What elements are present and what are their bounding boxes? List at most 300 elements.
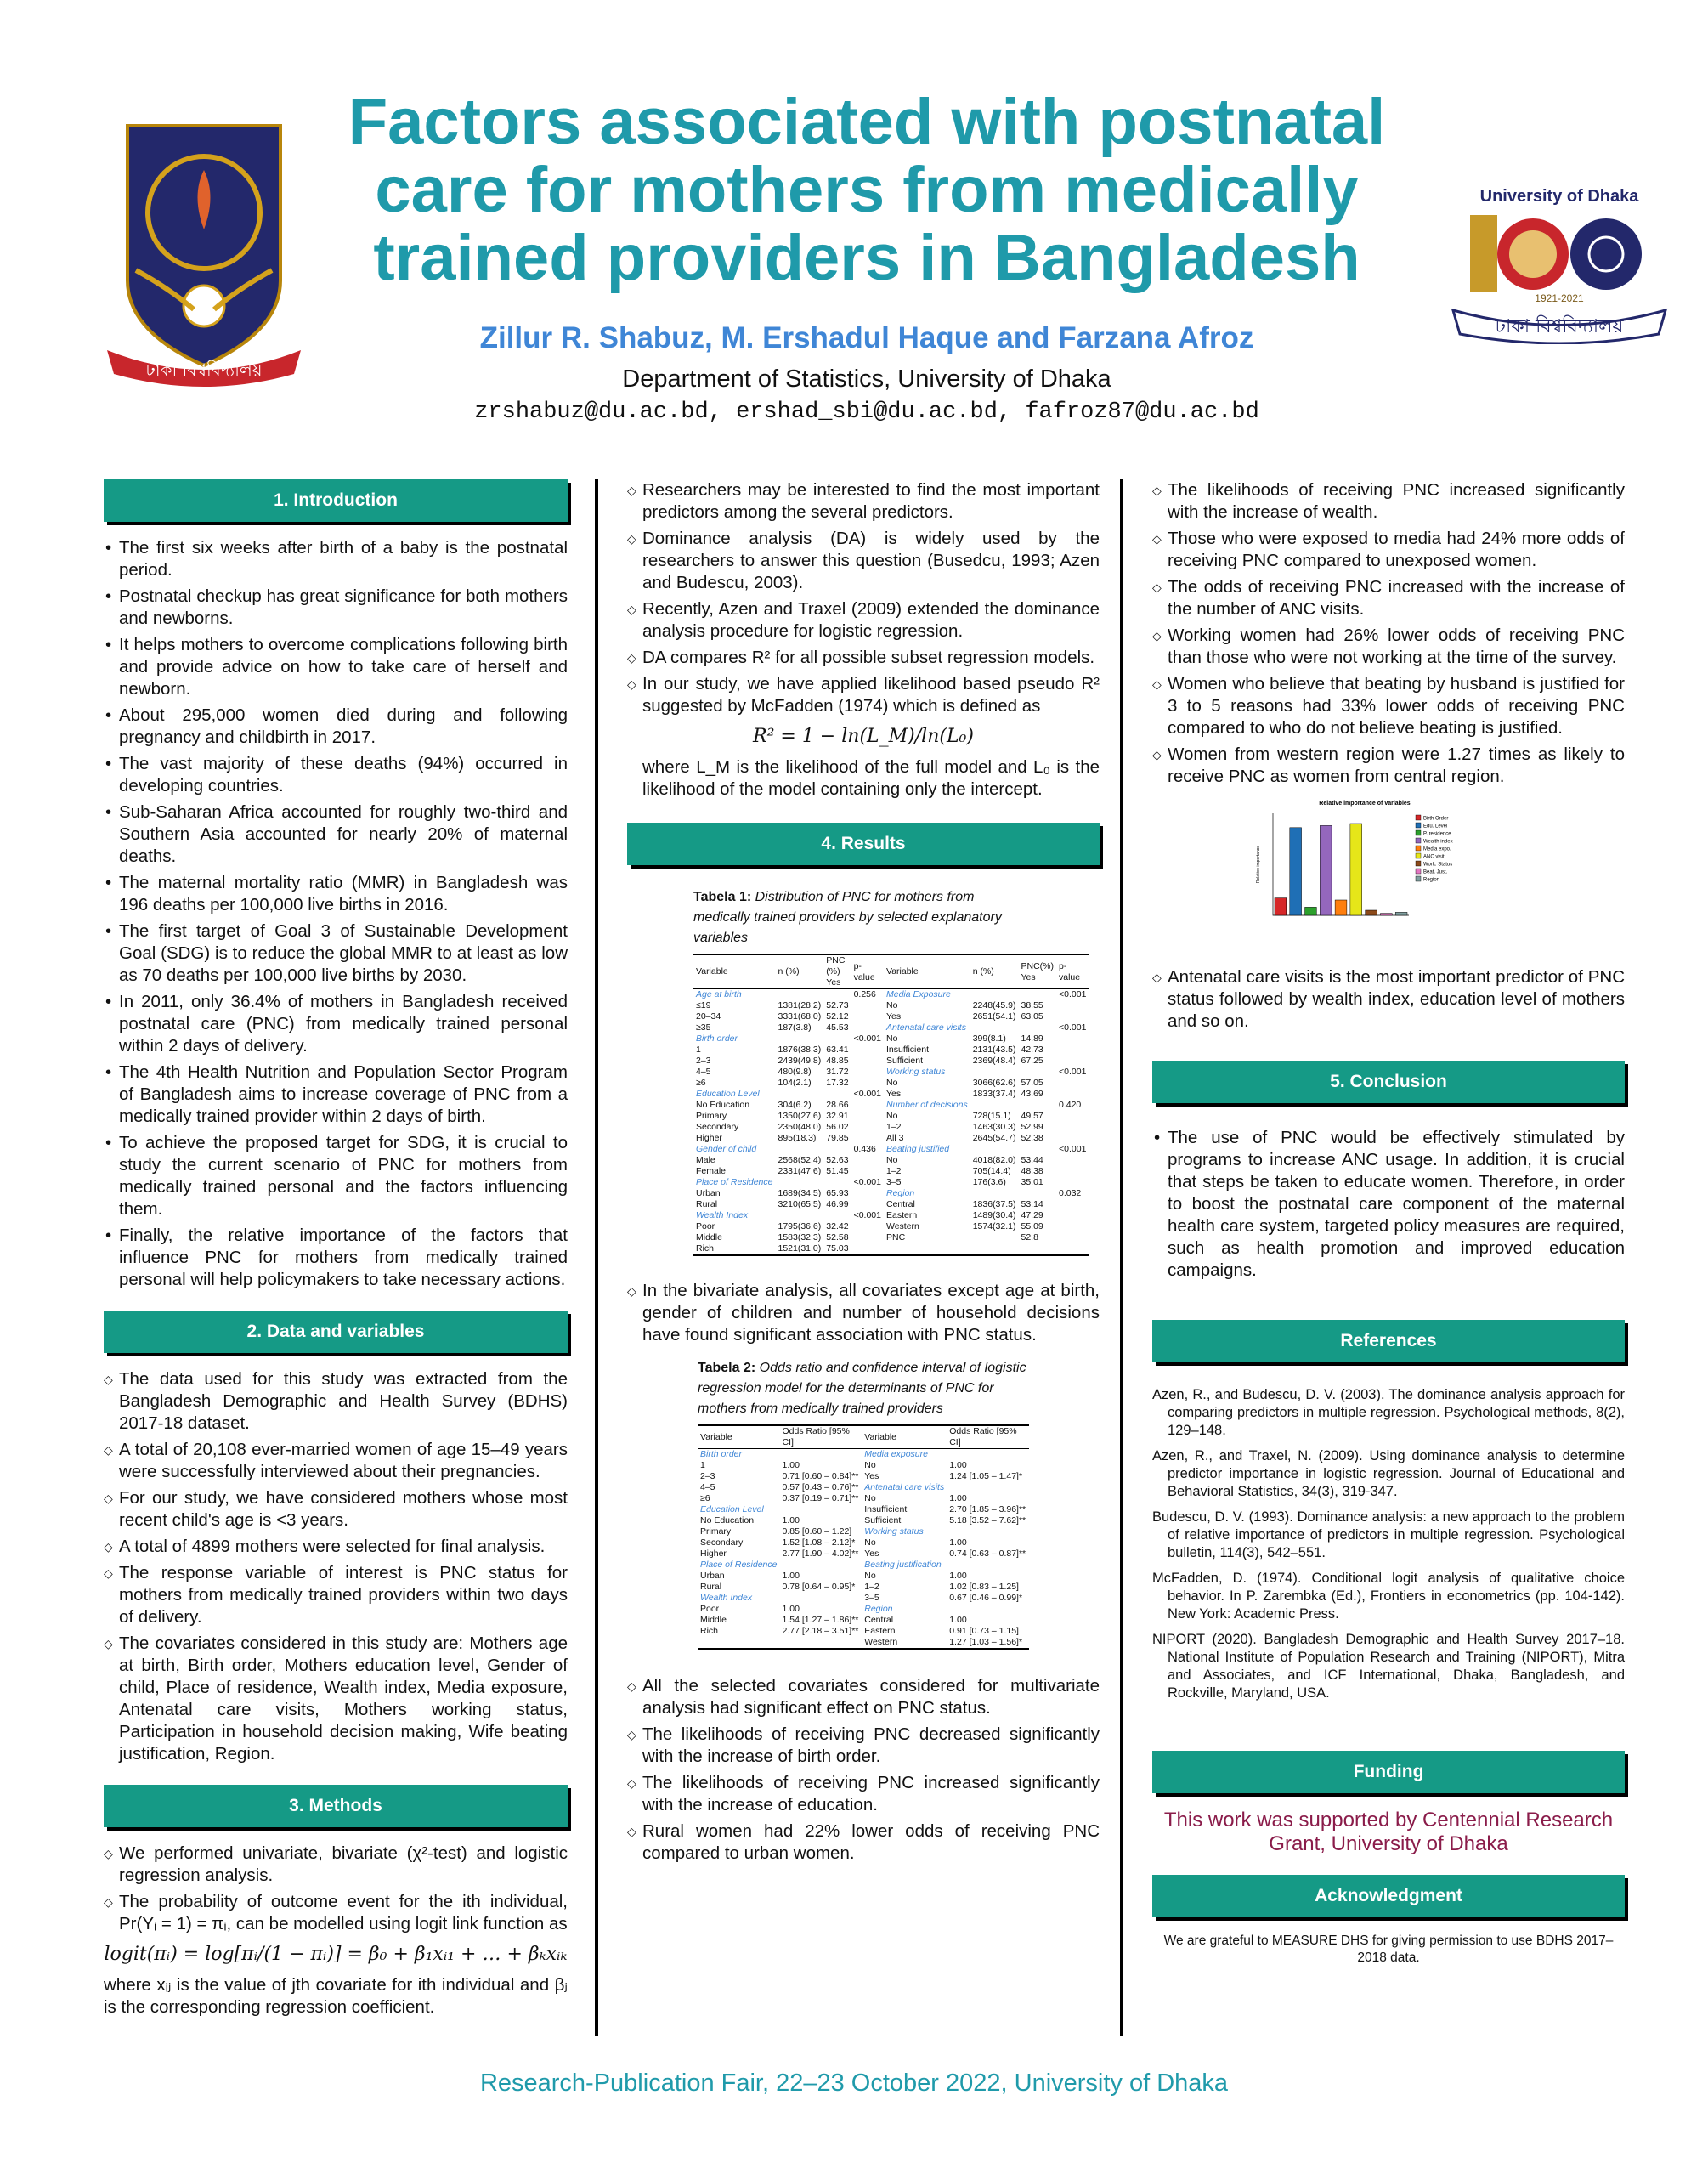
table-cell: Yes bbox=[885, 1011, 902, 1022]
table-cell bbox=[823, 1144, 851, 1155]
table-cell: Sufficient bbox=[885, 1056, 923, 1066]
legend-swatch-0 bbox=[1416, 815, 1421, 820]
table-cell bbox=[1056, 1232, 1089, 1243]
table-cell: 2369(48.4) bbox=[972, 1056, 1016, 1066]
table-cell: 0.256 bbox=[853, 989, 876, 999]
table-row bbox=[698, 1471, 1029, 1482]
table-header-cell: Odds Ratio [95% CI] bbox=[779, 1425, 862, 1449]
table-cell: 1–2 bbox=[885, 1122, 902, 1132]
table-header-cell: p-value bbox=[851, 954, 884, 989]
table-cell: 31.72 bbox=[826, 1067, 849, 1077]
table-cell: 53.14 bbox=[1021, 1199, 1043, 1209]
table-cell bbox=[851, 1133, 884, 1144]
svg-text:University of Dhaka: University of Dhaka bbox=[1479, 187, 1639, 206]
table-cell: 2439(49.8) bbox=[778, 1056, 822, 1066]
table-cell: 52.73 bbox=[826, 1000, 849, 1011]
table-cell: 2645(54.7) bbox=[972, 1133, 1016, 1143]
table-cell: 1463(30.3) bbox=[972, 1122, 1016, 1132]
table-row bbox=[693, 1000, 1089, 1011]
list-item: ◇ For our study, we have considered mothers whose most recent child's age is <3 years. bbox=[104, 1487, 568, 1531]
table-header-cell: PNC (%) Yes bbox=[823, 954, 851, 989]
table-cell bbox=[851, 1045, 884, 1056]
table-cell: Beating justification bbox=[864, 1560, 942, 1570]
table-cell: Higher bbox=[700, 1548, 727, 1559]
table-cell bbox=[851, 1122, 884, 1133]
table-cell bbox=[1019, 1243, 1057, 1255]
chart-bar-2 bbox=[1305, 907, 1317, 915]
table-row bbox=[693, 1221, 1089, 1232]
introduction-list bbox=[104, 537, 568, 1291]
department: Department of Statistics, University of Dhaka bbox=[622, 365, 1111, 393]
table-row bbox=[693, 989, 1089, 1001]
list-item: • It helps mothers to overcome complications following birth and provide advice on how to take care of herself and newborn. bbox=[104, 634, 568, 700]
table-cell bbox=[947, 1449, 1029, 1461]
table-row bbox=[698, 1560, 1029, 1571]
table-cell: 17.32 bbox=[826, 1078, 849, 1088]
legend-swatch-8 bbox=[1416, 876, 1421, 881]
chart-ylabel: Relative importance bbox=[1256, 845, 1261, 884]
chart-bar-6 bbox=[1366, 910, 1377, 915]
table-cell: 75.03 bbox=[826, 1243, 849, 1254]
table-cell bbox=[851, 1056, 884, 1067]
table-cell: 79.85 bbox=[826, 1133, 849, 1143]
table-cell: 4–5 bbox=[700, 1482, 715, 1492]
table-row bbox=[693, 1111, 1089, 1122]
table-row bbox=[698, 1582, 1029, 1593]
reference-item: Azen, R., and Traxel, N. (2009). Using dominance analysis to determine predictor importance in logistic regression. Journal of Educational and Behavioral Statistics, 34(3), 319-347. bbox=[1152, 1448, 1625, 1499]
table-cell: Place of Residence bbox=[700, 1560, 778, 1570]
table-cell: 35.01 bbox=[1021, 1177, 1043, 1187]
table-cell: ≥35 bbox=[696, 1022, 711, 1033]
table-cell bbox=[851, 1078, 884, 1089]
table-row bbox=[693, 1243, 1089, 1255]
reference-item: NIPORT (2020). Bangladesh Demographic and Health Survey 2017–18. National Institute of Population Research and Training (NIPORT), Mitra and Associates, and ICF International, Dhaka, Bangladesh, and Rockville, Maryland, USA. bbox=[1152, 1632, 1625, 1701]
table-cell bbox=[1019, 1188, 1057, 1199]
table-cell: Central bbox=[885, 1199, 915, 1209]
table-cell: ≥6 bbox=[696, 1078, 706, 1088]
table-cell: Western bbox=[864, 1637, 898, 1647]
table-cell: ≥6 bbox=[700, 1493, 710, 1503]
table-cell: Antenatal care visits bbox=[864, 1482, 945, 1492]
table-cell: 28.66 bbox=[826, 1100, 849, 1110]
table-cell bbox=[947, 1604, 1029, 1615]
centenary-logo bbox=[1445, 183, 1674, 344]
table-cell: 705(14.4) bbox=[972, 1166, 1011, 1176]
list-item: ◇ Recently, Azen and Traxel (2009) extended the dominance analysis procedure for logistic regression. bbox=[627, 598, 1100, 643]
table-cell: 1.24 [1.05 – 1.47]* bbox=[949, 1471, 1023, 1481]
table-cell: Urban bbox=[700, 1571, 725, 1581]
table-cell: 3–5 bbox=[885, 1177, 902, 1187]
table-cell: 3066(62.6) bbox=[972, 1078, 1016, 1088]
table-cell: Education Level bbox=[696, 1089, 760, 1099]
table-cell: Rural bbox=[700, 1582, 722, 1592]
table-cell: 1.00 bbox=[949, 1615, 967, 1625]
table-cell: <0.001 bbox=[853, 1177, 881, 1187]
table-cell: 0.032 bbox=[1059, 1188, 1082, 1198]
table-cell: All 3 bbox=[885, 1133, 904, 1143]
table-cell: Central bbox=[864, 1615, 894, 1625]
table-row bbox=[693, 1078, 1089, 1089]
table-cell bbox=[851, 1243, 884, 1255]
column-1 bbox=[104, 479, 568, 2018]
legend-label-0: Birth Order bbox=[1423, 816, 1449, 822]
table-cell: 20–34 bbox=[696, 1011, 721, 1022]
table-cell: Secondary bbox=[696, 1122, 739, 1132]
poster-title bbox=[272, 88, 1462, 292]
table-cell: 63.41 bbox=[826, 1045, 849, 1055]
table-cell bbox=[970, 1232, 1019, 1243]
section-header-funding: Funding bbox=[1152, 1751, 1625, 1793]
table-cell: 52.8 bbox=[1021, 1232, 1038, 1243]
table-cell: 57.05 bbox=[1021, 1078, 1043, 1088]
section-header-acknowledgment: Acknowledgment bbox=[1152, 1875, 1625, 1917]
table-cell: 1.00 bbox=[782, 1571, 800, 1581]
list-item: ◇ Rural women had 22% lower odds of receiving PNC compared to urban women. bbox=[627, 1820, 1100, 1865]
results-list bbox=[627, 1675, 1100, 1865]
table-cell: 65.93 bbox=[826, 1188, 849, 1198]
list-item: • About 295,000 women died during and following pregnancy and childbirth in 2017. bbox=[104, 705, 568, 749]
list-item: ◇ A total of 20,108 ever-married women of age 15–49 years were successfully interviewed about their pregnancies. bbox=[104, 1439, 568, 1483]
table-cell: Primary bbox=[696, 1111, 727, 1121]
table-cell bbox=[851, 1100, 884, 1111]
table-cell: No bbox=[864, 1493, 876, 1503]
table-cell: 1521(31.0) bbox=[778, 1243, 822, 1254]
table-cell bbox=[884, 1243, 970, 1255]
list-item: ◇ Women from western region were 1.27 times as likely to receive PNC as women from central region. bbox=[1152, 744, 1625, 788]
table-cell: Media Exposure bbox=[885, 989, 951, 999]
list-item: ◇ DA compares R² for all possible subset regression models. bbox=[627, 647, 1100, 669]
table-header-cell: Variable bbox=[862, 1425, 947, 1449]
legend-swatch-3 bbox=[1416, 838, 1421, 843]
table-header-cell: n (%) bbox=[970, 954, 1019, 989]
table-cell: 1.00 bbox=[949, 1493, 967, 1503]
list-item: ◇ Women who believe that beating by husband is justified for 3 to 5 reasons had 33% lower odds of receiving PNC compared to who do not believe beating is justified. bbox=[1152, 673, 1625, 739]
table-cell bbox=[1056, 1045, 1089, 1056]
table-cell: 1350(27.6) bbox=[778, 1111, 822, 1121]
table-cell: Media exposure bbox=[864, 1449, 928, 1459]
table-cell bbox=[851, 1111, 884, 1122]
list-item: ◇ Those who were exposed to media had 24% more odds of receiving PNC compared to unexposed women. bbox=[1152, 528, 1625, 572]
list-item: ◇ The likelihoods of receiving PNC increased significantly with the increase of wealth. bbox=[1152, 479, 1625, 524]
table-cell: 1–2 bbox=[864, 1582, 879, 1592]
chart-bar-5 bbox=[1350, 824, 1362, 915]
svg-text:1921-2021: 1921-2021 bbox=[1535, 292, 1584, 304]
table-row bbox=[698, 1460, 1029, 1471]
table-cell: 0.74 [0.63 – 0.87]** bbox=[949, 1548, 1026, 1559]
table-cell bbox=[970, 989, 1019, 1001]
table-cell bbox=[779, 1504, 862, 1515]
table-cell: 43.69 bbox=[1021, 1089, 1043, 1099]
table-cell: Sufficient bbox=[864, 1515, 902, 1526]
table-cell bbox=[970, 1188, 1019, 1199]
table-cell bbox=[823, 1089, 851, 1100]
table-cell: ≤19 bbox=[696, 1000, 711, 1011]
table-cell: 2131(43.5) bbox=[972, 1045, 1016, 1055]
list-item: ◇ The likelihoods of receiving PNC increased significantly with the increase of education. bbox=[627, 1772, 1100, 1816]
list-item: ◇ The covariates considered in this study are: Mothers age at birth, Birth order, Mothers education level, Gender of child, Place of residence, Wealth index, Media exposure, Antenatal care visits, Mothers working status, Participation in household decision making, Wife beating justification, Region. bbox=[104, 1633, 568, 1765]
table-cell: Insufficient bbox=[885, 1045, 929, 1055]
table-cell: 1.00 bbox=[949, 1571, 967, 1581]
table-cell: 1381(28.2) bbox=[778, 1000, 822, 1011]
table-cell: <0.001 bbox=[853, 1033, 881, 1044]
table-cell: Place of Residence bbox=[696, 1177, 773, 1187]
table-cell: 0.37 [0.19 – 0.71]** bbox=[782, 1493, 859, 1503]
table-cell bbox=[775, 1089, 823, 1100]
column-divider-1 bbox=[595, 479, 598, 2036]
table-cell bbox=[1056, 1166, 1089, 1177]
table-row bbox=[698, 1637, 1029, 1649]
table-cell: 48.38 bbox=[1021, 1166, 1043, 1176]
legend-swatch-6 bbox=[1416, 861, 1421, 866]
list-item: ◇ The response variable of interest is PNC status for mothers from medically trained providers within two days of delivery. bbox=[104, 1562, 568, 1628]
table-cell: No bbox=[885, 1155, 898, 1165]
table-cell: Middle bbox=[696, 1232, 722, 1243]
chart-bar-7 bbox=[1380, 914, 1392, 915]
table-cell bbox=[1019, 1100, 1057, 1111]
table-cell: No bbox=[885, 1033, 898, 1044]
table-cell: 49.57 bbox=[1021, 1111, 1043, 1121]
table-cell: 52.58 bbox=[826, 1232, 849, 1243]
table-row bbox=[693, 1144, 1089, 1155]
table-row bbox=[693, 1210, 1089, 1221]
table-cell: 48.85 bbox=[826, 1056, 849, 1066]
reference-item: Budescu, D. V. (1993). Dominance analysis: a new approach to the problem of relative importance of predictors in multiple regression. Psychological bulletin, 114(3), 542–551. bbox=[1152, 1509, 1625, 1560]
table-cell: Region bbox=[864, 1604, 893, 1614]
table-cell: 1 bbox=[700, 1460, 705, 1470]
table-cell bbox=[775, 1144, 823, 1155]
table-row bbox=[698, 1604, 1029, 1615]
methods-list bbox=[104, 1843, 568, 1935]
table-cell: 14.89 bbox=[1021, 1033, 1043, 1044]
emails: zrshabuz@du.ac.bd, ershad_sbi@du.ac.bd, fafroz87@du.ac.bd bbox=[474, 399, 1259, 425]
table-row bbox=[693, 1177, 1089, 1188]
legend-swatch-5 bbox=[1416, 853, 1421, 858]
table-row bbox=[693, 1067, 1089, 1078]
table-cell bbox=[779, 1560, 862, 1571]
table-cell: Rural bbox=[696, 1199, 718, 1209]
table-row bbox=[693, 1122, 1089, 1133]
table-cell: 3–5 bbox=[864, 1593, 879, 1603]
table-cell: <0.001 bbox=[1059, 1022, 1087, 1033]
table-cell: Age at birth bbox=[696, 989, 742, 999]
table-row bbox=[693, 1089, 1089, 1100]
list-item: • The 4th Health Nutrition and Population Sector Program of Bangladesh aims to increase coverage of PNC from a medically trained provider within 2 days of birth. bbox=[104, 1062, 568, 1128]
legend-label-2: P. residence bbox=[1423, 831, 1451, 837]
table-cell bbox=[970, 1067, 1019, 1078]
chart-bar-8 bbox=[1395, 912, 1407, 915]
table-cell: 0.436 bbox=[853, 1144, 876, 1154]
table-cell: 46.99 bbox=[826, 1199, 849, 1209]
list-item: • The maternal mortality ratio (MMR) in Bangladesh was 196 deaths per 100,000 live births in 2016. bbox=[104, 872, 568, 916]
table-cell: Working status bbox=[885, 1067, 946, 1077]
list-item: ◇ We performed univariate, bivariate (χ²-test) and logistic regression analysis. bbox=[104, 1843, 568, 1887]
table-cell bbox=[1056, 1033, 1089, 1045]
table-row bbox=[693, 1033, 1089, 1045]
table-cell: 176(3.6) bbox=[972, 1177, 1006, 1187]
table-cell bbox=[851, 1022, 884, 1033]
table-cell bbox=[1056, 1122, 1089, 1133]
table-cell: Education Level bbox=[700, 1504, 764, 1514]
table-cell: No bbox=[864, 1460, 876, 1470]
table-cell: 2–3 bbox=[700, 1471, 715, 1481]
table-cell bbox=[947, 1560, 1029, 1571]
table-cell: No bbox=[885, 1000, 898, 1011]
list-item: ◇ In the bivariate analysis, all covariates except age at birth, gender of children and number of household decisions have found significant association with PNC status. bbox=[627, 1280, 1100, 1346]
table-cell: <0.001 bbox=[853, 1089, 881, 1099]
methods-explanation: where xᵢⱼ is the value of jth covariate for ith individual and βⱼ is the corresponding regression coefficient. bbox=[104, 1975, 568, 2017]
table-header-cell: n (%) bbox=[775, 954, 823, 989]
table-cell bbox=[1019, 1067, 1057, 1078]
table-cell: 1836(37.5) bbox=[972, 1199, 1016, 1209]
table-cell: Rich bbox=[696, 1243, 715, 1254]
references-list bbox=[1152, 1386, 1625, 1702]
table-cell bbox=[1056, 1243, 1089, 1255]
table-row bbox=[698, 1548, 1029, 1560]
table-cell: 52.99 bbox=[1021, 1122, 1043, 1132]
table-cell bbox=[1056, 1111, 1089, 1122]
column-divider-2 bbox=[1120, 479, 1123, 2036]
table-cell: 895(18.3) bbox=[778, 1133, 817, 1143]
table-cell: 1574(32.1) bbox=[972, 1221, 1016, 1231]
table-cell: 52.12 bbox=[826, 1011, 849, 1022]
table-cell: Yes bbox=[864, 1471, 879, 1481]
table-cell: No Education bbox=[700, 1515, 755, 1526]
table-cell: 1.00 bbox=[949, 1460, 967, 1470]
list-item: • The first target of Goal 3 of Sustainable Development Goal (SDG) is to reduce the global MMR to at least as low as 70 deaths per 100,000 live births by 2030. bbox=[104, 920, 568, 987]
table-cell: 1489(30.4) bbox=[972, 1210, 1016, 1220]
table-row bbox=[693, 1166, 1089, 1177]
table-cell bbox=[1056, 1221, 1089, 1232]
table-cell: 0.78 [0.64 – 0.95]* bbox=[782, 1582, 856, 1592]
list-item: ◇ The probability of outcome event for the ith individual, Pr(Yᵢ = 1) = πᵢ, can be modelled using logit link function as bbox=[104, 1891, 568, 1935]
table-cell: 63.05 bbox=[1021, 1011, 1043, 1022]
list-item: • Postnatal checkup has great significance for both mothers and newborns. bbox=[104, 586, 568, 630]
table-cell bbox=[1056, 1056, 1089, 1067]
table-cell: Primary bbox=[700, 1526, 732, 1537]
table-cell: 399(8.1) bbox=[972, 1033, 1006, 1044]
table-cell: Western bbox=[885, 1221, 919, 1231]
table-row bbox=[693, 1199, 1089, 1210]
list-item: • Sub-Saharan Africa accounted for roughly two-third and Southern Asia accounted for nearly 20% of maternal deaths. bbox=[104, 801, 568, 868]
table-cell: Wealth Index bbox=[700, 1593, 753, 1603]
table-cell: Insufficient bbox=[864, 1504, 908, 1514]
table-cell: 2–3 bbox=[696, 1056, 711, 1066]
reference-item: McFadden, D. (1974). Conditional logit analysis of qualitative choice behavior. In P. Zarembka (Ed.), Frontiers in econometrics (pp. 104-142). New York: Academic Press. bbox=[1152, 1571, 1625, 1622]
table-cell: Female bbox=[696, 1166, 727, 1176]
table-cell bbox=[1056, 1133, 1089, 1144]
table-row bbox=[693, 1022, 1089, 1033]
column-3 bbox=[1152, 479, 1625, 1967]
list-item: • The first six weeks after birth of a baby is the postnatal period. bbox=[104, 537, 568, 581]
pseudo-r2-explanation: where L_M is the likelihood of the full model and L₀ is the likelihood of the model containing only the intercept. bbox=[642, 757, 1100, 799]
section-header-methods: 3. Methods bbox=[104, 1785, 568, 1827]
table-cell: 1.52 [1.08 – 2.12]* bbox=[782, 1537, 856, 1548]
table-1 bbox=[693, 887, 1087, 1256]
table-cell bbox=[1056, 1155, 1089, 1166]
table-cell: 32.42 bbox=[826, 1221, 849, 1231]
chart-bar-3 bbox=[1320, 825, 1332, 915]
table-cell: 56.02 bbox=[826, 1122, 849, 1132]
table-cell bbox=[779, 1593, 862, 1604]
table-cell bbox=[1019, 1144, 1057, 1155]
list-item: • The vast majority of these deaths (94%) occurred in developing countries. bbox=[104, 753, 568, 797]
legend-label-3: Wealth index bbox=[1423, 839, 1453, 845]
table-1-grid bbox=[693, 954, 1089, 1256]
table-cell: Region bbox=[885, 1188, 915, 1198]
table-cell: <0.001 bbox=[1059, 1067, 1087, 1077]
table-row bbox=[693, 1133, 1089, 1144]
table-cell: 67.25 bbox=[1021, 1056, 1043, 1066]
table-2-grid bbox=[698, 1424, 1029, 1650]
table-cell: 1689(34.5) bbox=[778, 1188, 822, 1198]
table-cell: 2568(52.4) bbox=[778, 1155, 822, 1165]
table-header-cell: Variable bbox=[693, 954, 775, 989]
table-cell bbox=[1019, 1022, 1057, 1033]
pseudo-r2-equation: R² = 1 − ln(L_M)/ln(L₀) bbox=[753, 726, 974, 747]
table-cell: 1–2 bbox=[885, 1166, 902, 1176]
table-cell: 1583(32.3) bbox=[778, 1232, 822, 1243]
table-cell: Yes bbox=[885, 1089, 902, 1099]
table-cell: 3331(68.0) bbox=[778, 1011, 822, 1022]
table-cell bbox=[1056, 1177, 1089, 1188]
table-cell: 4–5 bbox=[696, 1067, 711, 1077]
table-cell: No Education bbox=[696, 1100, 750, 1110]
table-cell: <0.001 bbox=[853, 1210, 881, 1220]
table-cell bbox=[947, 1526, 1029, 1537]
table-cell bbox=[775, 1033, 823, 1045]
table-cell: 5.18 [3.52 – 7.62]** bbox=[949, 1515, 1026, 1526]
table-cell: Antenatal care visits bbox=[885, 1022, 966, 1033]
legend-swatch-4 bbox=[1416, 846, 1421, 851]
legend-label-4: Media expo. bbox=[1423, 846, 1451, 852]
table-row bbox=[698, 1571, 1029, 1582]
authors: Zillur R. Shabuz, M. Ershadul Haque and Farzana Afroz bbox=[479, 321, 1254, 354]
list-item: ◇ All the selected covariates considered for multivariate analysis had significant effect on PNC status. bbox=[627, 1675, 1100, 1719]
table-cell: Urban bbox=[696, 1188, 721, 1198]
table-cell: 1 bbox=[696, 1045, 701, 1055]
table-cell bbox=[1019, 989, 1057, 1001]
table-cell: 47.29 bbox=[1021, 1210, 1043, 1220]
table-cell: 1.54 [1.27 – 1.86]** bbox=[782, 1615, 859, 1625]
table-cell: 0.420 bbox=[1059, 1100, 1082, 1110]
legend-swatch-7 bbox=[1416, 869, 1421, 874]
table-cell: Eastern bbox=[885, 1210, 918, 1220]
table-cell bbox=[970, 1022, 1019, 1033]
table-cell bbox=[775, 989, 823, 1001]
conclusion-text: • The use of PNC would be effectively stimulated by programs to increase ANC usage. In addition, it is crucial that steps be taken to educate women. Therefore, in order to boost the postnatal care component of the maternal health care system, targeted policy measures are required, such as health promotion and improved education campaigns. bbox=[1152, 1127, 1625, 1282]
table-cell: Poor bbox=[696, 1221, 715, 1231]
list-item: ◇ Researchers may be interested to find the most important predictors among the several predictors. bbox=[627, 479, 1100, 524]
svg-text:ঢাকা বিশ্ববিদ্যালয়: ঢাকা বিশ্ববিদ্যালয় bbox=[145, 360, 263, 380]
table-header-cell: Variable bbox=[884, 954, 970, 989]
title-line-2: care for mothers from medically bbox=[375, 154, 1359, 226]
list-item: ◇ Antenatal care visits is the most important predictor of PNC status followed by wealth index, education level of mothers and so on. bbox=[1152, 966, 1625, 1033]
table-row bbox=[698, 1626, 1029, 1637]
table-cell: No bbox=[864, 1571, 876, 1581]
table-cell: 1.00 bbox=[949, 1537, 967, 1548]
table-row bbox=[693, 1045, 1089, 1056]
legend-label-8: Region bbox=[1423, 877, 1440, 883]
table-cell bbox=[775, 1210, 823, 1221]
table-cell: 4018(82.0) bbox=[972, 1155, 1016, 1165]
table-cell: Eastern bbox=[864, 1626, 896, 1636]
table-row bbox=[693, 1155, 1089, 1166]
table-cell: Birth order bbox=[696, 1033, 738, 1044]
table-cell: Rich bbox=[700, 1626, 719, 1636]
chart-title: Relative importance of variables bbox=[1319, 801, 1411, 807]
legend-label-5: ANC visit bbox=[1423, 854, 1445, 860]
findings-list bbox=[1152, 479, 1625, 788]
